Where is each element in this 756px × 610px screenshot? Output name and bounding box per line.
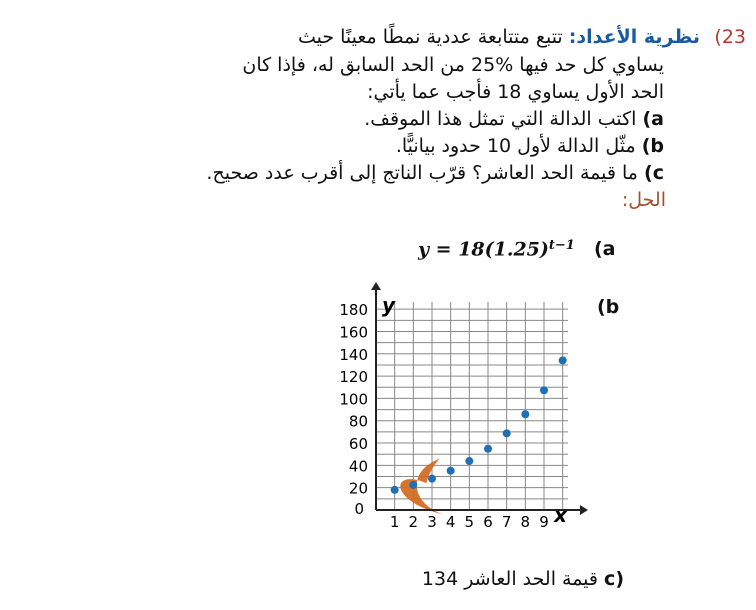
y-axis-arrow [371, 282, 381, 290]
solution-a-exponent: t−1 [548, 238, 575, 253]
y-tick-label: 140 [339, 345, 368, 364]
part-b-letter: b) [641, 135, 664, 157]
x-tick-label: 5 [464, 513, 475, 531]
solution-b-label: (b [597, 296, 620, 318]
y-tick-label: 120 [339, 368, 368, 387]
problem-line-3: الحد الأول يساوي 18 فأجب عما يأتي: [367, 81, 664, 103]
solution-heading: الحل: [621, 189, 666, 211]
y-tick-label: 80 [348, 412, 368, 431]
data-point [465, 457, 473, 465]
data-point [540, 386, 548, 394]
x-tick-label: 6 [483, 513, 493, 531]
y-tick-label: 100 [339, 390, 368, 409]
x-tick-label: 1 [389, 513, 400, 531]
data-point [447, 467, 455, 475]
solution-c-text: قيمة الحد العاشر 134 [421, 568, 598, 590]
x-axis-arrow [580, 505, 588, 515]
solution-a-formula: y = 18(1.25) [418, 238, 549, 261]
solution-c [422, 566, 624, 593]
x-tick-label: 7 [501, 513, 512, 531]
chart-points [391, 356, 567, 494]
y-tick-label: 60 [348, 435, 368, 454]
problem-number: (23 [714, 26, 746, 48]
x-tick-label: 4 [445, 513, 456, 531]
part-b-text: مثّل الدالة لأول 10 حدود بيانيًّا. [395, 135, 636, 157]
problem-text-1: تتبع متتابعة عددية نمطًا معينًا حيث [297, 26, 563, 48]
part-c-letter: c) [644, 162, 664, 184]
data-point [484, 445, 492, 453]
x-tick-label: 2 [408, 513, 419, 531]
problem-line-2: يساوي كل حد فيها %25 من الحد السابق له، فإذا كان [242, 54, 664, 76]
x-axis-label: x [554, 503, 567, 527]
overlay-crescent [400, 459, 443, 515]
data-point [503, 429, 511, 437]
overlay-shape [400, 459, 443, 515]
chart-grid [376, 302, 568, 510]
part-a-letter: a) [642, 108, 664, 130]
part-c-text: ما قيمة الحد العاشر؟ قرّب الناتج إلى أقرب عدد صحيح. [206, 162, 638, 184]
problem-topic: نظرية الأعداد: [568, 26, 700, 48]
origin-label: 0 [354, 500, 364, 518]
x-tick-label: 8 [520, 513, 531, 531]
y-tick-label: 160 [339, 323, 368, 342]
data-point [521, 410, 529, 418]
data-point [559, 356, 567, 364]
solution-a-label: (a [593, 238, 616, 261]
y-tick-label: 20 [348, 479, 368, 498]
x-tick-label: 9 [539, 513, 549, 531]
part-a-text: اكتب الدالة التي تمثل هذا الموقف. [364, 108, 637, 130]
solution-c-label: (c [604, 568, 624, 590]
y-tick-label: 40 [348, 457, 368, 476]
y-axis-label: y [382, 293, 396, 317]
data-point [428, 475, 436, 483]
data-point [409, 481, 417, 489]
data-point [391, 486, 399, 494]
chart-ticks [339, 293, 568, 531]
y-tick-label: 180 [339, 301, 368, 320]
x-tick-label: 3 [427, 513, 437, 531]
